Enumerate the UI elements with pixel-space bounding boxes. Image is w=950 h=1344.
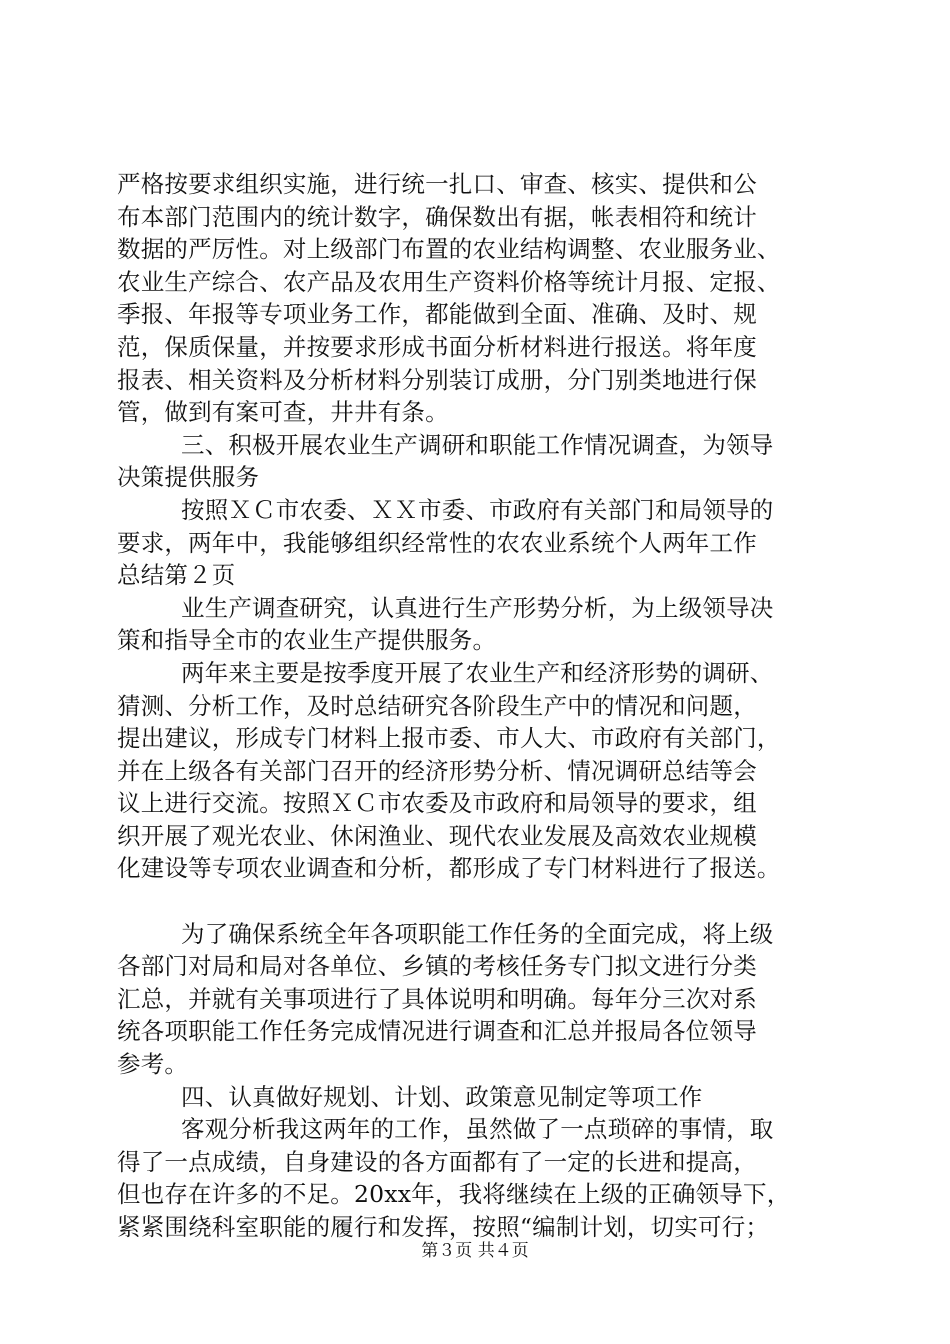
text-line: 管，做到有案可查，井井有条。 xyxy=(117,398,449,427)
paragraph-start: 为了确保系统全年各项职能工作任务的全面完成，将上级 xyxy=(181,919,774,948)
text-line: 提出建议，形成专门材料上报市委、市人大、市政府有关部门， xyxy=(117,724,781,753)
text-line: 参考。 xyxy=(117,1050,189,1079)
text-line: 紧紧围绕科室职能的履行和发挥，按照“编制计划，切实可行； xyxy=(117,1213,770,1241)
paragraph-start: 按照ＸＣ市农委、ＸＸ市委、市政府有关部门和局领导的 xyxy=(181,495,774,524)
text-line: 季报、年报等专项业务工作，都能做到全面、准确、及时、规 xyxy=(117,300,757,329)
document-body xyxy=(117,168,847,1244)
section-heading: 四、认真做好规划、计划、政策意见制定等项工作 xyxy=(181,1082,703,1111)
section-heading-continued: 决策提供服务 xyxy=(117,463,260,492)
paragraph-gap xyxy=(117,885,847,918)
text-line: 猜测、分析工作，及时总结研究各阶段生产中的情况和问题， xyxy=(117,691,757,720)
text-line: 织开展了观光农业、休闲渔业、现代农业发展及高效农业规模 xyxy=(117,821,757,850)
text-line: 总结第２页 xyxy=(117,561,236,590)
text-line: 范，保质保量，并按要求形成书面分析材料进行报送。将年度 xyxy=(117,332,757,361)
text-line: 农业生产综合、农产品及农用生产资料价格等统计月报、定报、 xyxy=(117,267,781,296)
text-line: 化建设等专项农业调查和分析，都形成了专门材料进行了报送。 xyxy=(117,854,781,883)
text-line: 各部门对局和局对各单位、乡镇的考核任务专门拟文进行分类 xyxy=(117,952,757,981)
section-heading: 三、积极开展农业生产调研和职能工作情况调查，为领导 xyxy=(181,430,774,459)
text-line: 得了一点成绩，自身建设的各方面都有了一定的长进和提高， xyxy=(117,1147,757,1176)
paragraph-start: 客观分析我这两年的工作，虽然做了一点琐碎的事情，取 xyxy=(181,1115,774,1144)
text-line: 统各项职能工作任务完成情况进行调查和汇总并报局各位领导 xyxy=(117,1017,757,1046)
text-line: 严格按要求组织实施，进行统一扎口、审查、核实、提供和公 xyxy=(117,170,757,198)
paragraph-start: 业生产调查研究，认真进行生产形势分析，为上级领导决 xyxy=(181,593,774,622)
page-number-footer: 第３页 共４页 xyxy=(421,1241,529,1261)
text-line: 数据的严厉性。对上级部门布置的农业结构调整、农业服务业、 xyxy=(117,235,781,264)
text-line: 汇总，并就有关事项进行了具体说明和明确。每年分三次对系 xyxy=(117,984,757,1013)
text-line: 并在上级各有关部门召开的经济形势分析、情况调研总结等会 xyxy=(117,756,757,785)
text-line: 议上进行交流。按照ＸＣ市农委及市政府和局领导的要求，组 xyxy=(117,789,757,818)
text-line: 报表、相关资料及分析材料分别装订成册，分门别类地进行保 xyxy=(117,365,757,394)
paragraph-start: 两年来主要是按季度开展了农业生产和经济形势的调研、 xyxy=(181,658,774,687)
text-line: 但也存在许多的不足。20xx年，我将继续在上级的正确领导下， xyxy=(117,1180,791,1209)
text-line: 策和指导全市的农业生产提供服务。 xyxy=(117,626,497,655)
text-line: 要求，两年中，我能够组织经常性的农农业系统个人两年工作 xyxy=(117,528,757,557)
text-line: 布本部门范围内的统计数字，确保数出有据，帐表相符和统计 xyxy=(117,202,757,231)
